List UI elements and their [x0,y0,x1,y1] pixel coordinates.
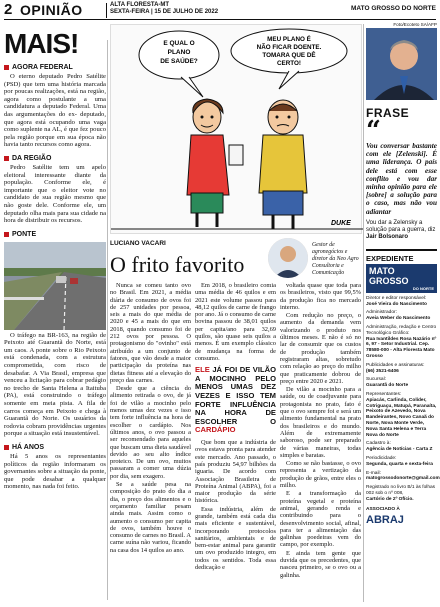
paragraph: Essa indústria, além de grande, também está cada dia mais eficiente e sustentável, incorporando protocolos sanitários, ambientais e de bem-estar animal para garantir um ovo produzido integro, em todos os sentidos. Toda essa dedicação e [195,505,276,572]
expediente-line: Administrador: Aveia Weber do Nascimento [366,310,431,322]
expediente-label: EXPEDIENTE [366,253,414,263]
paragraph: Que bom que a indústria de ovos estava pronta para atender este mercado. Ano passado, o país produziu 54,97 bilhões da iguaria. De acordo com Associação Brasileira de Proteína Animal (ABPA), foi a maior produção da série histórica. [195,439,276,505]
expediente-line: Administração, redação e Centro Tecnológico Gráfico: Rua Ivantildes Rosa Nazário nº 6, 97 - Setor Industrial. Cep. 78580-000 - Alta Floresta Mato Grosso [366,325,437,359]
expediente-line: Registrado no livro B/1 às folhas 002 sob o nº 008, Cartório de 2º Ofício. [366,485,436,502]
svg-text:CERTO!: CERTO! [276,60,302,67]
article-author: LUCIANO VACARI [110,240,166,247]
publication-info [110,2,218,16]
paragraph: Desde que a ciência do alimento retirada o ovo, de já foi de vilão a mocinho pelo menos umas dez vezes e isso tem forte influência na hora de escolher o cardápio. Nos últimos anos, o ovo passou a ser recomendado para aqueles que buscam uma dieta saudável devido ao seu alto índice proteico. De um ovo, muitos passaram a comer uma dúzia por dia, sem exagero. [110,385,191,480]
photo-credit: Foto/Ecoteto SA/AFP [393,22,437,27]
bubble-left-line1: E QUAL O [163,40,195,47]
expediente-line: Publicidades e assinaturas: (66) 3521-6406 [366,362,425,374]
bubble-left-line3: DE SAÚDE? [160,58,198,65]
associated-label: ASSOCIADO À [366,506,400,512]
cartoon [110,24,362,234]
author-photo [268,238,308,278]
expediente [366,249,440,526]
publication-city: ALTA FLORESTA-MT [110,2,170,8]
paragraph: voltada quase que toda para os brasileiros, visto que 99,5% da produção fica no mercado interno. [280,282,361,311]
article-body [110,282,362,580]
expediente-line: Periodicidade: Segunda, quarta e sexta-feira [366,455,433,467]
pull-quote-lead: ELE [195,365,210,375]
publication-date: SEXTA-FEIRA | 15 DE JULHO DE 2022 [110,9,219,15]
mais-headline: MAIS! [4,28,79,59]
newspaper-logo: MATO GROSSO DO NORTE [366,264,437,293]
article-column-2 [195,282,276,580]
paragraph: Nunca se comeu tanto ovo no Brasil. Em 2021, a média diária de consumo de ovos foi de 257 unidades por pessoa, seis a mais do que média de 2020 e 45 a mais do que em 2018, quando consumo foi de 212 ovos por pessoa. O protagonismo do "ovinho" está atribuído a um conjunto de fatores, que vão desde a maior participação da proteína nas dietas fitness até a elevação do preço das carnes. [110,282,191,384]
quote-author: Jair Bolsonaro [366,233,409,240]
pull-quote-end: CARDÁPIO [195,425,236,435]
article-column-3 [280,282,361,580]
paragraph: De vilão a mocinho para a saúde, ou de coadjuvante para protagonista no prato, fato é que o ovo sempre foi e será um alimento fundamental na prato dos brasileiros e do mundo. Além de extremamente saboroso, pode ser preparado de várias maneiras, todas simples e baratas. [280,386,361,459]
red-square-icon [4,445,9,450]
article-column-1 [110,282,191,580]
paragraph: Com redução no preço, o aumento da demanda vem valorizando o produto nos últimos meses. E não é só no lar de consumir que os custos de produção também registraram altas, sobretudo com relação ao preço do milho que praticamente dobrou de preço entre 2020 e 2021. [280,312,361,385]
newspaper-name: MATO GROSSO DO NORTE [351,5,436,12]
expediente-line: Cadastro à: Agência de Notícias - Carta Z [366,441,433,453]
paragraph: Em 2018, o brasileiro comia uma média de 46 quilos e em 2021 este volume passou para 48,12 quilos de carne de frango por ano. Já o consumo de carne bovina passou de 38,01 quilos per capita/ano para 32,69 quilos, são quase seis quilos a menos. É um exemplo clássico de mudança na forma de consumo. [195,282,276,362]
section-title-agora-federal: AGORA FEDERAL [4,64,106,71]
quote-marks-icon: “ [366,116,381,146]
page-number: 2 [4,1,13,18]
pull-quote [195,366,276,435]
frase-label: FRASE [366,106,410,120]
paragraph: Como se não bastasse, o ovo representa a vertização da produção de grãos, entre eles o milho. [280,460,361,490]
header-divider [106,3,107,18]
author-role: Gestor de agronegócios e diretor da Neo Agro Consultoria e Comunicação [312,242,359,276]
column-divider [107,40,108,600]
section-title-ha-anos: HÁ ANOS [4,444,106,451]
article-headline: O frito favorito [110,252,245,277]
expediente-line: Sucursal: Guarantã do Norte [366,377,409,389]
bridge-photo [4,242,106,330]
column-divider [363,24,364,602]
svg-text:MEU PLANO É: MEU PLANO É [267,36,311,43]
featured-quote: Vou conversar bastante com ele [Zelenski]. É uma liderança. O país dele está com esse conflito e vou dar minha opinião para ele [sobre] a solução para o caso, mas não vou adiantar [366,142,437,216]
cartoon-drawing [111,25,363,235]
man-figure [259,100,307,229]
section-title-da-regiao: DA REGIÃO [4,155,106,162]
quote-photo [366,28,437,100]
expediente-line: Representantes: Apiacás, Carlinda, Colíder, Cotriguaçu, Matupá, Paranaíta, Peixoto de Azevedo, Nova Bandeirantes, Novo Canaã do Norte, Nova Monte Verde, Nova Santa Helena e Terra Nova do Norte [366,391,437,438]
right-column [366,22,440,526]
section-text-agora-federal: O eterno deputado Pedro Satélite (PSD) que tem uma história marcada por poucas realizações, está na região, agora como postulante a uma candidatura a deputado Federal. Uma das argumentações do ex- deputado, que agora está ocupando uma vaga como suplente na AL, é que fez pouco pela região porque em sua época não havia tanto recursos como agora. [4,73,106,149]
section-text-da-regiao: Pedro Satélite tem um apelo eleitoral interessante diante da população. Conforme ele, é importante que o eleitor vote no candidato de sua região mesmo que não goste dele. Conforme ele, um deputado olha mais para sua cidade na hora de distribuir os recursos. [4,163,106,225]
pull-quote-text: JÁ FOI DE VILÃO A MOCINHO PELO MENOS UMAS DEZ VEZES E ISSO TEM FORTE INFLUÊNCIA NA HORA DE ESCOLHER O [195,365,276,426]
section-text-ha-anos: Há 5 anos os representantes políticos da região informaram os governantes sobre a situação da ponte, que pode desabar a qualquer momento, nas nada foi feito. [4,453,106,491]
bubble-left-line2: PLANO [167,49,191,56]
cartoon-signature: DUKE [331,220,351,227]
red-square-icon [4,65,9,70]
left-column [4,22,106,491]
section-text-ponte: O tráfego na BR-163, na região de Peixoto até Guarantã do Norte, está um caos. A ponte sobre o Rio Peixoto está condenada, com a estrutura comprometida, com risco de desabafar. A Via Brasil, empresa que venceu a licitação para cobrar pedágio no trecho de Santa Helena a Itaituba (PA), está construindo o tráfego somente em meia pista. A fila de carros começa em Peixoto e chega à Guarantã do Norte. Os usuários da rodovia cobram providências urgentes porque a situação está insustentável. [4,331,106,438]
abraj-logo: ABRAJ [366,513,404,526]
red-square-icon [4,232,9,237]
red-square-icon [4,156,9,161]
svg-text:TOMARA QUE DÊ: TOMARA QUE DÊ [262,52,316,59]
header-rule [4,19,436,20]
section-title-ponte: PONTE [4,231,106,238]
section-title: OPINIÃO [20,2,83,18]
page-header [0,0,440,22]
paragraph: E a transformação da proteína vegetal e proteína animal, gerando renda e contribuindo para o desenvolvimento social, afinal, para ter a alimentação das galinhas poedeiras vem do campo, por exemplo. [280,490,361,549]
paragraph: E ainda tem gente que duvida que os precedentes, que nasceu primeiro, se o ovo ou a galinha. [280,549,361,579]
expediente-line: Diretor e editor responsável: José Vieira do Nascimento [366,295,427,307]
road-illustration [4,242,106,330]
paragraph: Se a saúde pesa na composição do prato do dia a dia, o preço dos alimentos e o orçamento familiar pesam ainda mais. Assim como o aumento o consumo per capita de ovos, também houve o consumo de carnes no Brasil. A carne suína não variou, ficando na casa dos 14 quilos ao ano. [110,481,191,554]
woman-figure [187,99,243,227]
svg-text:NÃO FICAR DOENTE.: NÃO FICAR DOENTE. [256,44,322,51]
quote-attribution: Vou dar a Zelensky a solução para a guerra, diz Jair Bolsonaro [366,219,436,240]
expediente-line: E-mail: matogrossodonorte@gmail.com [366,470,440,482]
